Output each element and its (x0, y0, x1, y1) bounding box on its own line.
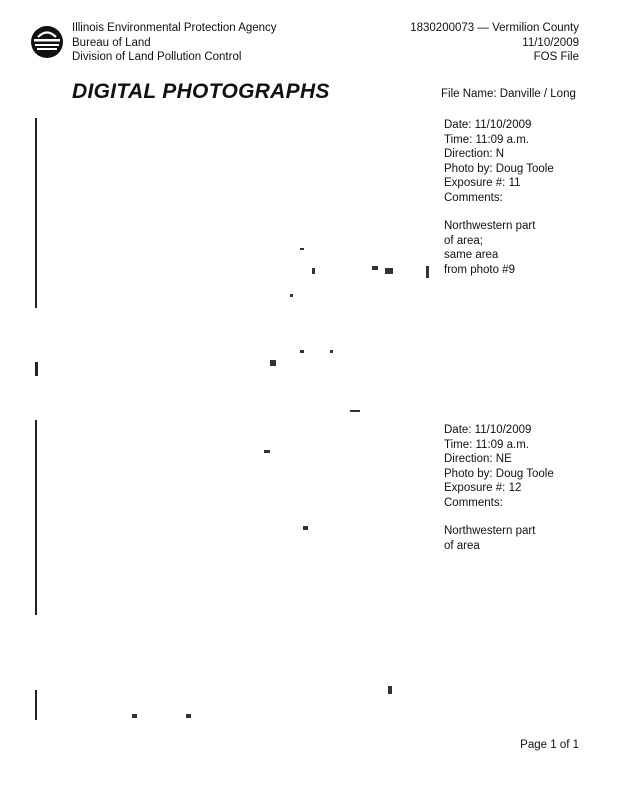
comment-line: Northwestern part (444, 220, 536, 232)
photo-comments-label: Comments: (444, 496, 503, 509)
photo-exposure: Exposure #: 12 (444, 482, 522, 494)
photo-time: Time: 11:09 a.m. (444, 438, 530, 451)
photo-info-1 (444, 118, 604, 277)
photo-direction: Direction: N (444, 148, 505, 160)
page-number: Page 1 of 1 (520, 739, 579, 751)
comment-line: of area (444, 539, 480, 552)
photo-time: Time: 11:09 a.m. (444, 133, 530, 146)
agency-name: Illinois Environmental Protection Agency (72, 22, 277, 34)
photo-info-2 (444, 423, 604, 553)
scan-edge-mark (35, 690, 37, 720)
site-header (410, 21, 579, 65)
photo-comments-label: Comments: (444, 191, 503, 204)
photo-exposure: Exposure #: 11 (444, 177, 521, 189)
photo-comments (444, 219, 604, 277)
comment-line: from photo #9 (444, 263, 515, 276)
photo-comments (444, 524, 604, 553)
photo-by: Photo by: Doug Toole (444, 162, 554, 175)
page-title: DIGITAL PHOTOGRAPHS (72, 80, 330, 103)
agency-header (72, 21, 277, 65)
site-id-county: 1830200073 — Vermilion County (410, 22, 579, 34)
photo-date: Date: 11/10/2009 (444, 119, 532, 131)
comment-line: same area (444, 249, 499, 261)
illinois-epa-logo-icon (30, 25, 64, 59)
photo-direction: Direction: NE (444, 453, 512, 465)
header-date: 11/10/2009 (522, 36, 579, 49)
comment-line: of area; (444, 234, 483, 247)
division-name: Division of Land Pollution Control (72, 51, 242, 63)
photo-2-area (60, 423, 430, 723)
file-name: File Name: Danville / Long (441, 88, 576, 100)
comment-line: Northwestern part (444, 525, 536, 537)
bureau-name: Bureau of Land (72, 36, 151, 49)
scan-edge-mark (35, 420, 37, 615)
photo-date: Date: 11/10/2009 (444, 424, 532, 436)
photo-1-area (60, 118, 430, 418)
scan-edge-mark (35, 118, 37, 308)
file-type: FOS File (533, 51, 579, 63)
photo-by: Photo by: Doug Toole (444, 467, 554, 480)
scan-edge-mark (35, 362, 38, 376)
